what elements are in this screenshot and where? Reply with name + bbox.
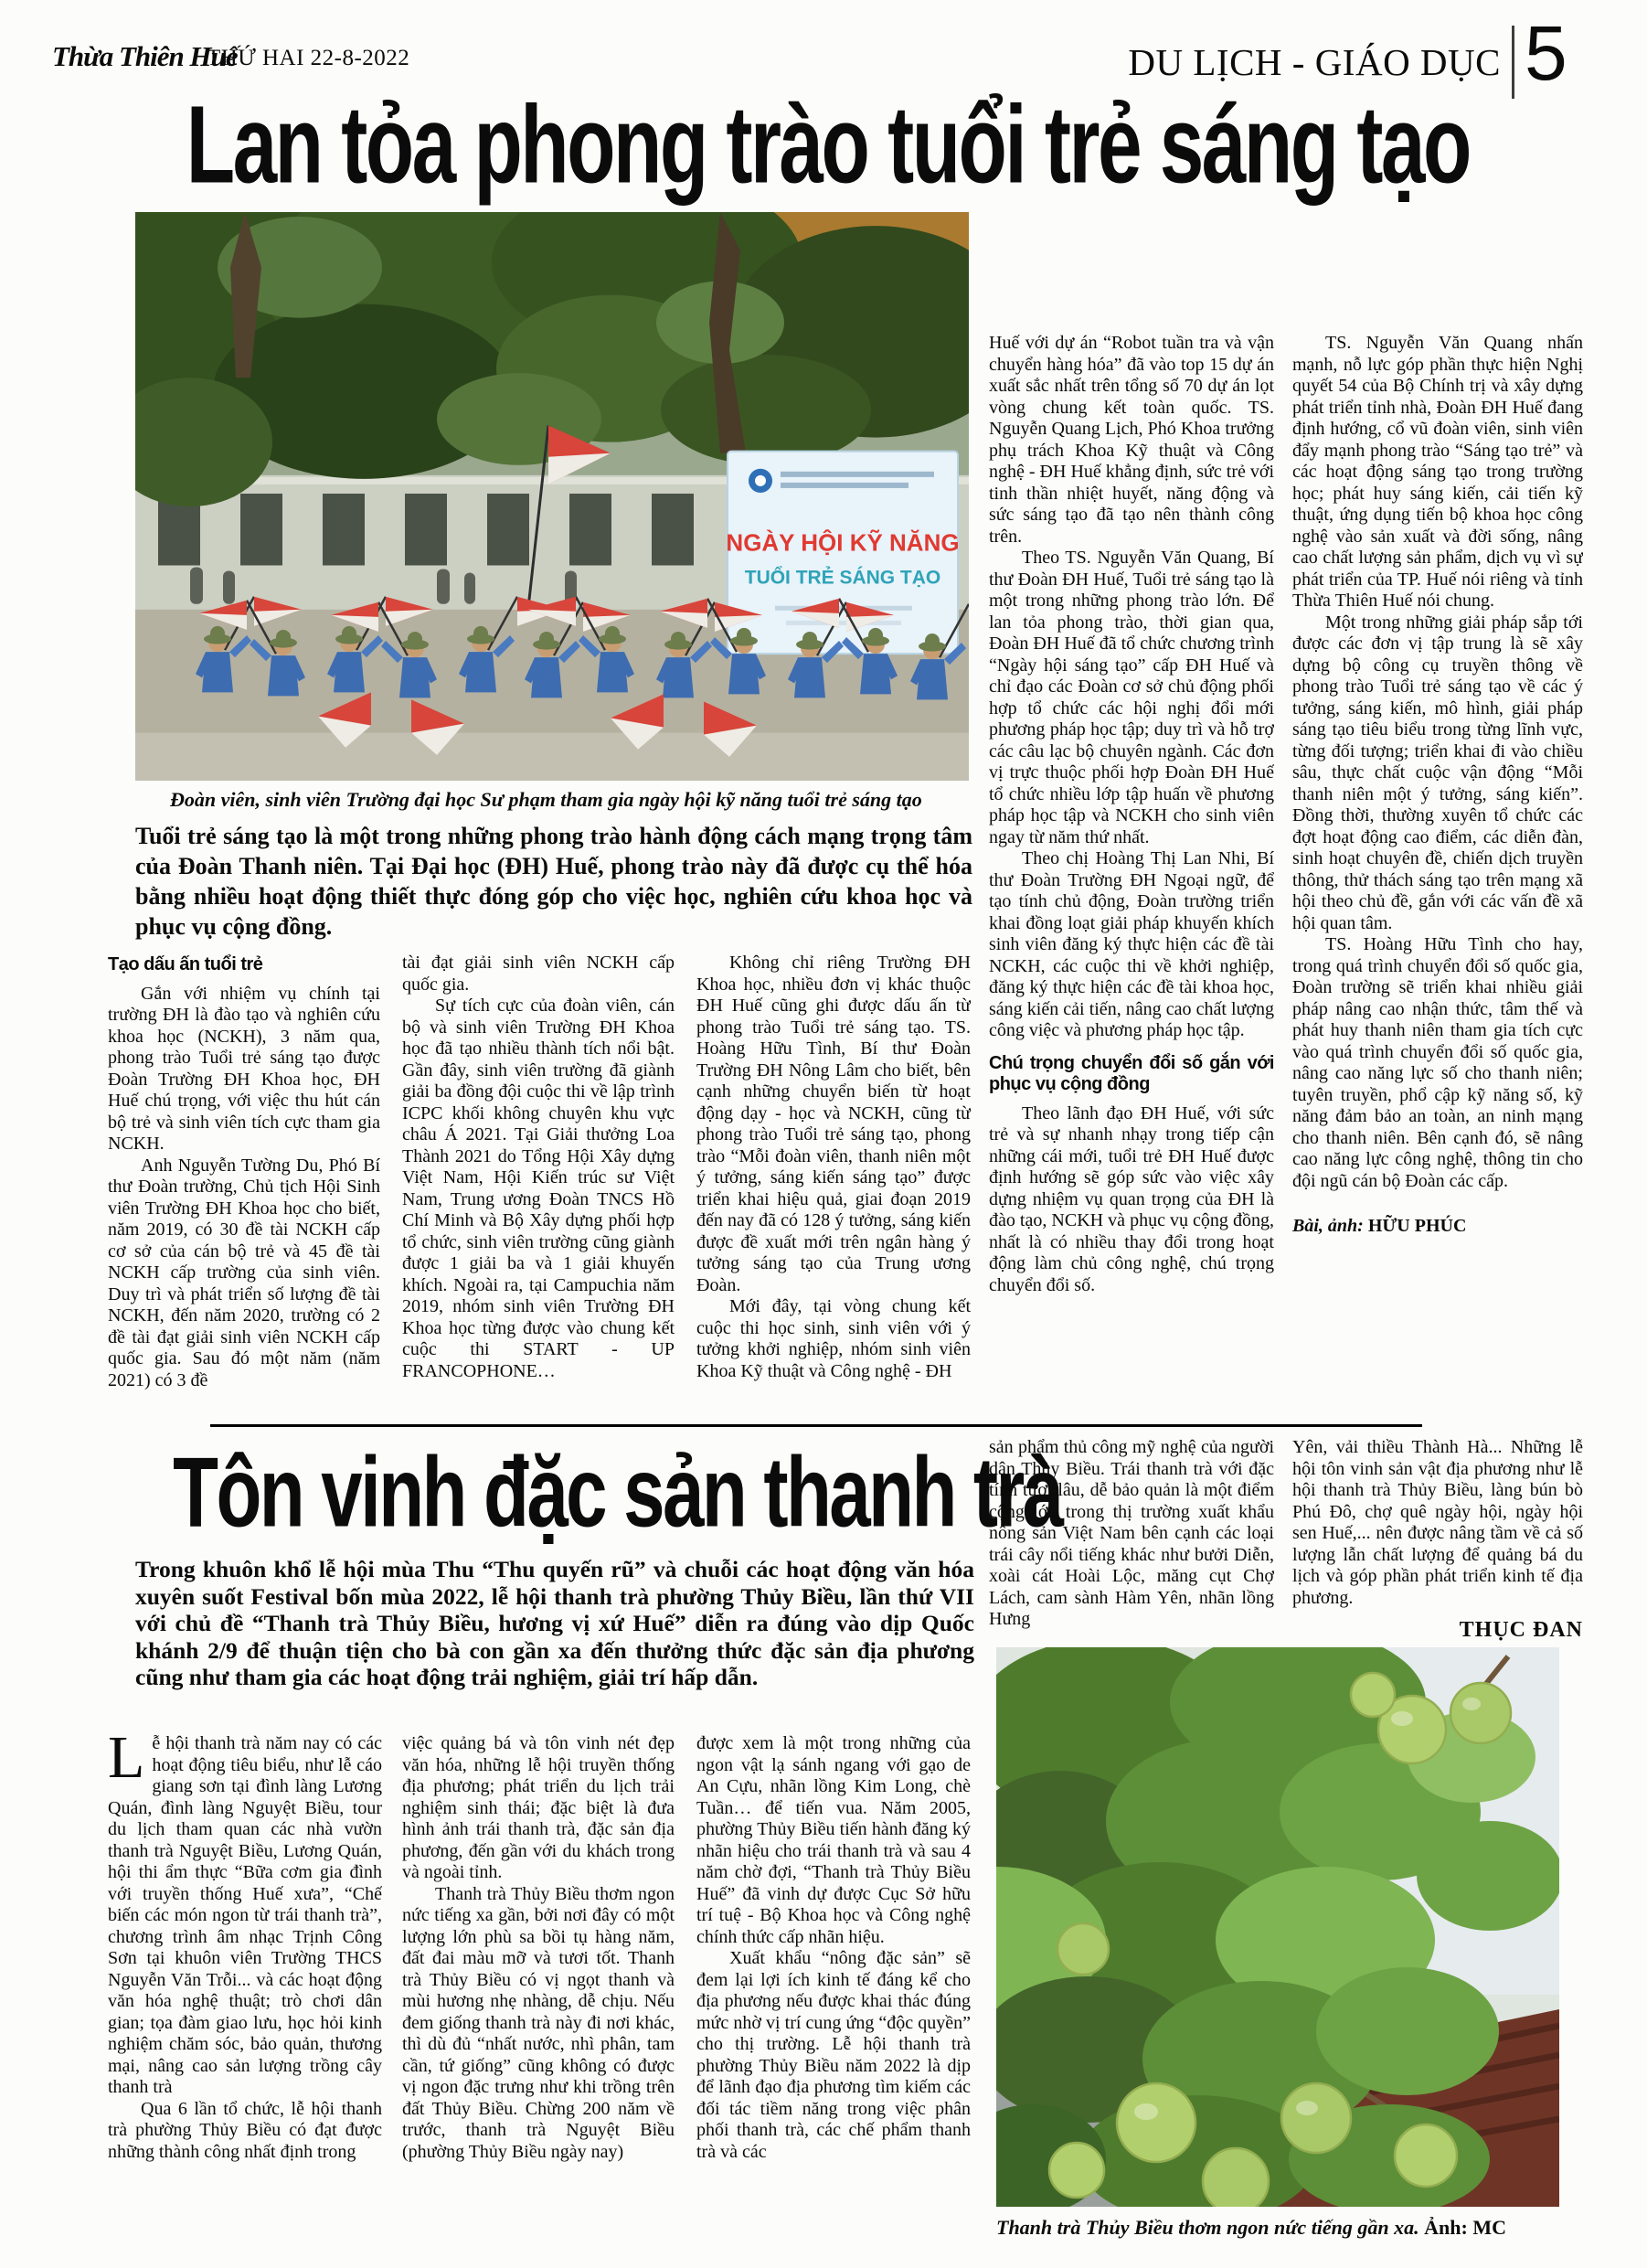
article2-paragraph: Xuất khẩu “nông đặc sản” sẽ đem lại lợi ích kinh tế đáng kể cho địa phương nếu được khai thác đúng mức nhờ vị trí cung ứng “độc quyền” cho thị trường. Lễ hội thanh trà phường Thủy Biều năm 2022 là dịp để lãnh đạo địa phương tìm kiếm các đối tác tiềm năng trong việc phân phối thanh trà, các chế phẩm thanh trà và các <box>696 1948 971 2162</box>
event-banner <box>726 452 959 654</box>
article1-paragraph: Mới đây, tại vòng chung kết cuộc thi học sinh, sinh viên với ý tưởng khởi nghiệp, nhóm sinh viên Khoa Kỹ thuật và Công nghệ - ĐH <box>696 1296 971 1381</box>
article1-paragraph: Theo TS. Nguyễn Văn Quang, Bí thư Đoàn ĐH Huế, Tuổi trẻ sáng tạo là một trong những phong trào lớn. Để lan tỏa phong trào, thời gian qua, Đoàn ĐH Huế đã tổ chức chương trình “Ngày hội sáng tạo” cấp ĐH Huế và chỉ đạo các Đoàn cơ sở chủ động phối hợp tổ chức các hội nghị đổi mới phương pháp học tập; duy trì và hỗ trợ các câu lạc bộ chuyên ngành. Các đơn vị trực thuộc phối hợp Đoàn ĐH Huế tổ chức nhiều lớp tập huấn về phương pháp học tập và NCKH cho sinh viên ngay từ năm thứ nhất. <box>989 548 1274 847</box>
article1-paragraph: Theo chị Hoàng Thị Lan Nhi, Bí thư Đoàn Trường ĐH Ngoại ngữ, để tạo tính chủ động, Đoàn trường triển khai đồng loạt giải pháp khuyến khích sinh viên đăng ký thực hiện các đề tài NCKH, các cuộc thi về khởi nghiệp, đăng ký thực hiện các đề tài khoa học, sáng kiến cải tiến, nâng cao chất lượng công việc và phương pháp học tập. <box>989 848 1274 1040</box>
article2-photo-credit <box>1424 2216 1506 2239</box>
article2-column2 <box>402 1733 675 2251</box>
students-festival-photo <box>135 212 969 781</box>
article1-column1 <box>108 953 380 1424</box>
section-title: DU LỊCH - GIÁO DỤC <box>1128 41 1501 83</box>
banner-title-line1: NGÀY HỘI KỸ NĂNG <box>726 528 960 557</box>
article1-headline <box>64 83 1583 212</box>
article2-column3 <box>696 1733 971 2251</box>
article1-lead: Tuổi trẻ sáng tạo là một trong những phong trào hành động cách mạng trọng tâm của Đoàn Thanh niên. Tại Đại học (ĐH) Huế, phong trào này đã được cụ thể hóa bằng nhiều hoạt động thiết thực đóng góp cho việc học, nghiên cứu khoa học và phục vụ cộng đồng. <box>135 823 972 940</box>
article1-byline <box>1292 1216 1583 1238</box>
banner-title-line2: TUỔI TRẺ SÁNG TẠO <box>744 567 941 589</box>
article2-column4 <box>989 1437 1274 1644</box>
article1-byline-prefix: Bài, ảnh: <box>1292 1216 1364 1236</box>
article1-paragraph: TS. Hoàng Hữu Tình cho hay, trong quá trình chuyển đổi số quốc gia, Đoàn trường sẽ triển khai nhiều giải pháp nâng cao nhận thức, tâm thế và phát huy thanh niên tham gia tích cực vào quá trình chuyển đổi số quốc gia, nâng cao năng lực số cho thanh niên; tuyên truyền, phổ cập kỹ năng số, kỹ năng đảm bảo an toàn, an ninh mạng cho thanh niên. Bên cạnh đó, sẽ nâng cao năng lực công nghệ, thông tin cho đội ngũ cán bộ Đoàn các cấp. <box>1292 934 1583 1191</box>
article1-column2 <box>402 953 675 1424</box>
thanh-tra-tree-photo <box>996 1647 1559 2207</box>
article2-headline <box>101 1437 1062 1550</box>
article1-paragraph: Một trong những giải pháp sắp tới được các đơn vị tập trung là sẽ xây dựng bộ công cụ truyền thông về phong trào Tuổi trẻ sáng tạo về các ý tưởng, sáng kiến, mô hình, giải pháp sáng tạo tiêu biểu trong từng lĩnh vực, từng đối tượng; triển khai đi vào chiều sâu, thực chất cuộc vận động “Mỗi thanh niên một ý tưởng, sáng kiến”. Đồng thời, thường xuyên tổ chức các đợt hoạt động cao điểm, các diễn đàn, sinh hoạt chuyên đề, chiến dịch truyền thông, thử thách sáng tạo trên mạng xã hội theo chủ đề, gắn với các vấn đề xã hội quan tâm. <box>1292 612 1583 933</box>
article2-lead: Trong khuôn khổ lễ hội mùa Thu “Thu quyến rũ” và chuỗi các hoạt động văn hóa xuyên suốt Festival bốn mùa 2022, lễ hội thanh trà phường Thủy Biều, lần thứ VII với chủ đề “Thanh trà Thủy Biều, hương vị xứ Huế” diễn ra đúng vào dịp Quốc khánh 2/9 để thuận tiện cho bà con gần xa đến thưởng thức đặc sản địa phương cũng như tham gia các hoạt động trải nghiệm, giải trí hấp dẫn. <box>135 1556 974 1690</box>
article1-byline-name: HỮU PHÚC <box>1367 1216 1467 1236</box>
article1-paragraph: TS. Nguyễn Văn Quang nhấn mạnh, nỗ lực góp phần thực hiện Nghị quyết 54 của Bộ Chính trị và xây dựng phát triển tỉnh nhà, Đoàn ĐH Huế đang định hướng, cổ vũ đoàn viên, sinh viên đẩy mạnh phong trào “Sáng tạo trẻ” và các hoạt động sáng tạo trong trường học; phát huy sáng kiến, cải tiến kỹ thuật, ứng dụng tiến bộ khoa học công nghệ vào sản xuất và đời sống, nâng cao chất lượng sản phẩm, dịch vụ vì sự phát triển của TP. Huế nói riêng và tỉnh Thừa Thiên Huế nói chung. <box>1292 333 1583 611</box>
article2-headline-text: Tôn vinh đặc sản thanh trà <box>173 1437 1062 1549</box>
article1-paragraph: Gắn với nhiệm vụ chính tại trường ĐH là đào tạo và nghiên cứu khoa học (NCKH), 3 năm qua, phong trào Tuổi trẻ sáng tạo được Đoàn Trường ĐH Khoa học, ĐH Huế chú trọng, với việc thu hút cán bộ trẻ và sinh viên tích cực tham gia NCKH. <box>108 983 380 1154</box>
article2-paragraph: được xem là một trong những của ngon vật lạ sánh ngang với gạo de An Cựu, nhãn lồng Kim Long, chè Tuần… để tiến vua. Năm 2005, phường Thủy Biều tiến hành đăng ký nhãn hiệu cho trái thanh trà và sau 4 năm chờ đợi, “Thanh trà Thủy Biều Huế” đã vinh dự được Cục Sở hữu trí tuệ - Bộ Khoa học và Công nghệ chính thức cấp nhãn hiệu. <box>696 1733 971 1947</box>
article2-dropcap: L <box>108 1733 145 1791</box>
article1-paragraph: Anh Nguyễn Tường Du, Phó Bí thư Đoàn trường, Chủ tịch Hội Sinh viên Trường ĐH Khoa học cho biết, năm 2019, có 30 đề tài NCKH cấp cơ sở của cán bộ trẻ và 45 đề tài NCKH cấp trường của sinh viên. Duy trì và phát triển số lượng đề tài NCKH, đến năm 2020, trường có 2 đề tài đạt giải sinh viên NCKH cấp quốc gia. Sau đó một năm (năm 2021) có 3 đề <box>108 1155 380 1390</box>
article2-paragraph: việc quảng bá và tôn vinh nét đẹp văn hóa, những lễ hội truyền thống địa phương; phát triển du lịch trải nghiệm sinh thái; đặc biệt là đưa hình ảnh trái thanh trà, đặc sản địa phương, đến gần với du khách trong và ngoài tỉnh. <box>402 1733 675 1882</box>
article1-paragraph: Không chỉ riêng Trường ĐH Khoa học, nhiều đơn vị khác thuộc ĐH Huế cũng ghi được dấu ấn từ phong trào Tuổi trẻ sáng tạo. TS. Hoàng Hữu Tình, Bí thư Đoàn Trường ĐH Nông Lâm cho biết, bên cạnh những chuyển biến từ hoạt động dạy - học và NCKH, cũng từ phong trào Tuổi trẻ sáng tạo, phong trào “Mỗi đoàn viên, thanh niên một ý tưởng, sáng kiến sáng tạo” được triển khai hiệu quả, giai đoạn 2019 đến nay đã có 128 ý tưởng, sáng kiến được đề xuất mới trên ngân hàng ý tưởng sáng tạo của Trung ương Đoàn. <box>696 953 971 1295</box>
article2-byline: THỤC ĐAN <box>1459 1618 1583 1642</box>
issue-date: THỨ HAI 22-8-2022 <box>207 46 410 70</box>
article2-photo-caption-text: Thanh trà Thủy Biều thơm ngon nức tiếng gần xa. <box>996 2216 1419 2239</box>
article1-paragraph: Huế với dự án “Robot tuần tra và vận chuyển hàng hóa” đã vào top 15 dự án xuất sắc nhất trên tổng số 70 dự án lọt vòng chung kết toàn quốc. TS. Nguyễn Quang Lịch, Phó Khoa trưởng phụ trách Khoa Kỹ thuật và Công nghệ - ĐH Huế khẳng định, sức trẻ với tinh thần nhiệt huyết, năng động và sức sáng tạo đã tạo nên thành công trên. <box>989 333 1274 547</box>
article1-paragraph: Theo lãnh đạo ĐH Huế, với sức trẻ và sự nhanh nhạy trong tiếp cận những cái mới, tuổi trẻ ĐH Huế được định hướng sẽ góp sức vào việc xây dựng nhiệm vụ quan trọng của ĐH là đào tạo, NCKH và phục vụ cộng đồng, nhất là có nhiều thay đổi trong hoạt động làm chủ công nghệ, chú trọng chuyển đổi số. <box>989 1102 1274 1295</box>
article2-paragraph <box>108 1733 382 2099</box>
page-number: 5 <box>1525 10 1567 96</box>
article1-paragraph: Sự tích cực của đoàn viên, cán bộ và sinh viên Trường ĐH Khoa học đã tạo nhiều thành tích nổi bật. Gần đây, sinh viên trường đã giành giải ba đồng đội cuộc thi về lập trình ICPC khối không chuyên khu vực châu Á 2021. Tại Giải thưởng Loa Thành 2021 do Tổng Hội Xây dựng Việt Nam, Hội Kiến trúc sư Việt Nam, Trung ương Đoàn TNCS Hồ Chí Minh và Bộ Xây dựng phối hợp tổ chức, sinh viên trường cũng giành được 1 giải ba và 1 giải khuyến khích. Ngoài ra, tại Campuchia năm 2019, nhóm sinh viên Trường ĐH Khoa học từng được vào chung kết cuộc thi START - UP FRANCOPHONE… <box>402 996 675 1381</box>
article1-headline-text: Lan tỏa phong trào tuổi trẻ sáng tạo <box>186 83 1470 208</box>
article-separator-rule <box>210 1424 1422 1427</box>
article1-column5 <box>1292 333 1583 1426</box>
article2-paragraph: Thanh trà Thủy Biều thơm ngon nức tiếng xa gần, bởi nơi đây có một lượng lớn phù sa bồi tụ hàng năm, đất đai màu mỡ và tươi tốt. Thanh trà Thủy Biều có vị ngọt thanh và mùi hương nhẹ nhàng, dễ chịu. Nếu đem giống thanh trà này đi nơi khác, thì dù đủ “nhất nước, nhì phân, tam cần, tứ giống” cũng không có được vị ngon đặc trưng như khi trồng trên đất Thủy Biều. Chừng 200 năm về trước, thanh trà Nguyệt Biều (phường Thủy Biều ngày nay) <box>402 1883 675 2162</box>
article2-photo <box>996 1647 1559 2207</box>
article2-column1 <box>108 1733 382 2251</box>
article1-column3 <box>696 953 971 1424</box>
article1-subhead2: Chú trọng chuyển đổi số gắn với phục vụ cộng đồng <box>989 1052 1274 1094</box>
newspaper-masthead: Thừa Thiên Huế <box>52 40 238 72</box>
article1-subhead1: Tạo dấu ấn tuổi trẻ <box>108 954 263 974</box>
article1-paragraph: tài đạt giải sinh viên NCKH cấp quốc gia. <box>402 953 675 995</box>
article2-paragraph: Qua 6 lần tổ chức, lễ hội thanh trà phường Thủy Biều có đạt được những thành công nhất định trong <box>108 2098 382 2162</box>
article1-column4 <box>989 333 1274 1411</box>
article2-paragraph: Yên, vải thiều Thành Hà... Những lễ hội tôn vinh sản vật địa phương như lễ hội thanh trà Thủy Biều, làng bún bò Phú Đô, chợ quê ngày hội, ngày hội sen Huế,... nên được nâng tầm về cả số lượng lẫn chất lượng để quảng bá du lịch và góp phần phát triển kinh tế địa phương. <box>1292 1437 1583 1608</box>
article2-paragraph: sản phẩm thủ công mỹ nghệ của người dân Thủy Biều. Trái thanh trà với đặc tính tươi lâu, dễ bảo quản là một điểm cộng lớn trong thị trường xuất khẩu nông sản Việt Nam bên cạnh các loại trái cây nổi tiếng khác như bưởi Diễn, xoài cát Hoài Lộc, măng cụt Chợ Lách, cam sành Hàm Yên, nhãn lồng Hưng <box>989 1437 1274 1629</box>
article2-paragraph-text: ễ hội thanh trà năm nay có các hoạt động tiêu biểu, như lễ cáo giang sơn tại đình làng Lương Quán, đình làng Nguyệt Biều, tour du lịch tham quan các nhà vườn thanh trà Nguyệt Biều, Lương Quán, hội thi ẩm thực “Bữa cơm gia đình với truyền thống Huế xưa”, “Chế biến các món ngon từ trái thanh trà”, chương trình âm nhạc Trịnh Công Sơn tại khuôn viên Trường THCS Nguyễn Văn Trỗi... và các hoạt động văn hóa nghệ thuật; trò chơi dân gian; tọa đàm giao lưu, học hỏi kinh nghiệm chăm sóc, bảo quản, thương mại, nâng cao sản lượng trồng cây thanh trà <box>108 1733 382 2097</box>
article2-photo-caption <box>996 2216 1585 2240</box>
article2-photo-credit-text: Ảnh: MC <box>1424 2216 1506 2239</box>
article1-photo-caption: Đoàn viên, sinh viên Trường đại học Sư phạm tham gia ngày hội kỹ năng tuổi trẻ sáng tạo <box>170 788 922 811</box>
article2-column5 <box>1292 1437 1583 1644</box>
article1-photo <box>135 212 969 781</box>
